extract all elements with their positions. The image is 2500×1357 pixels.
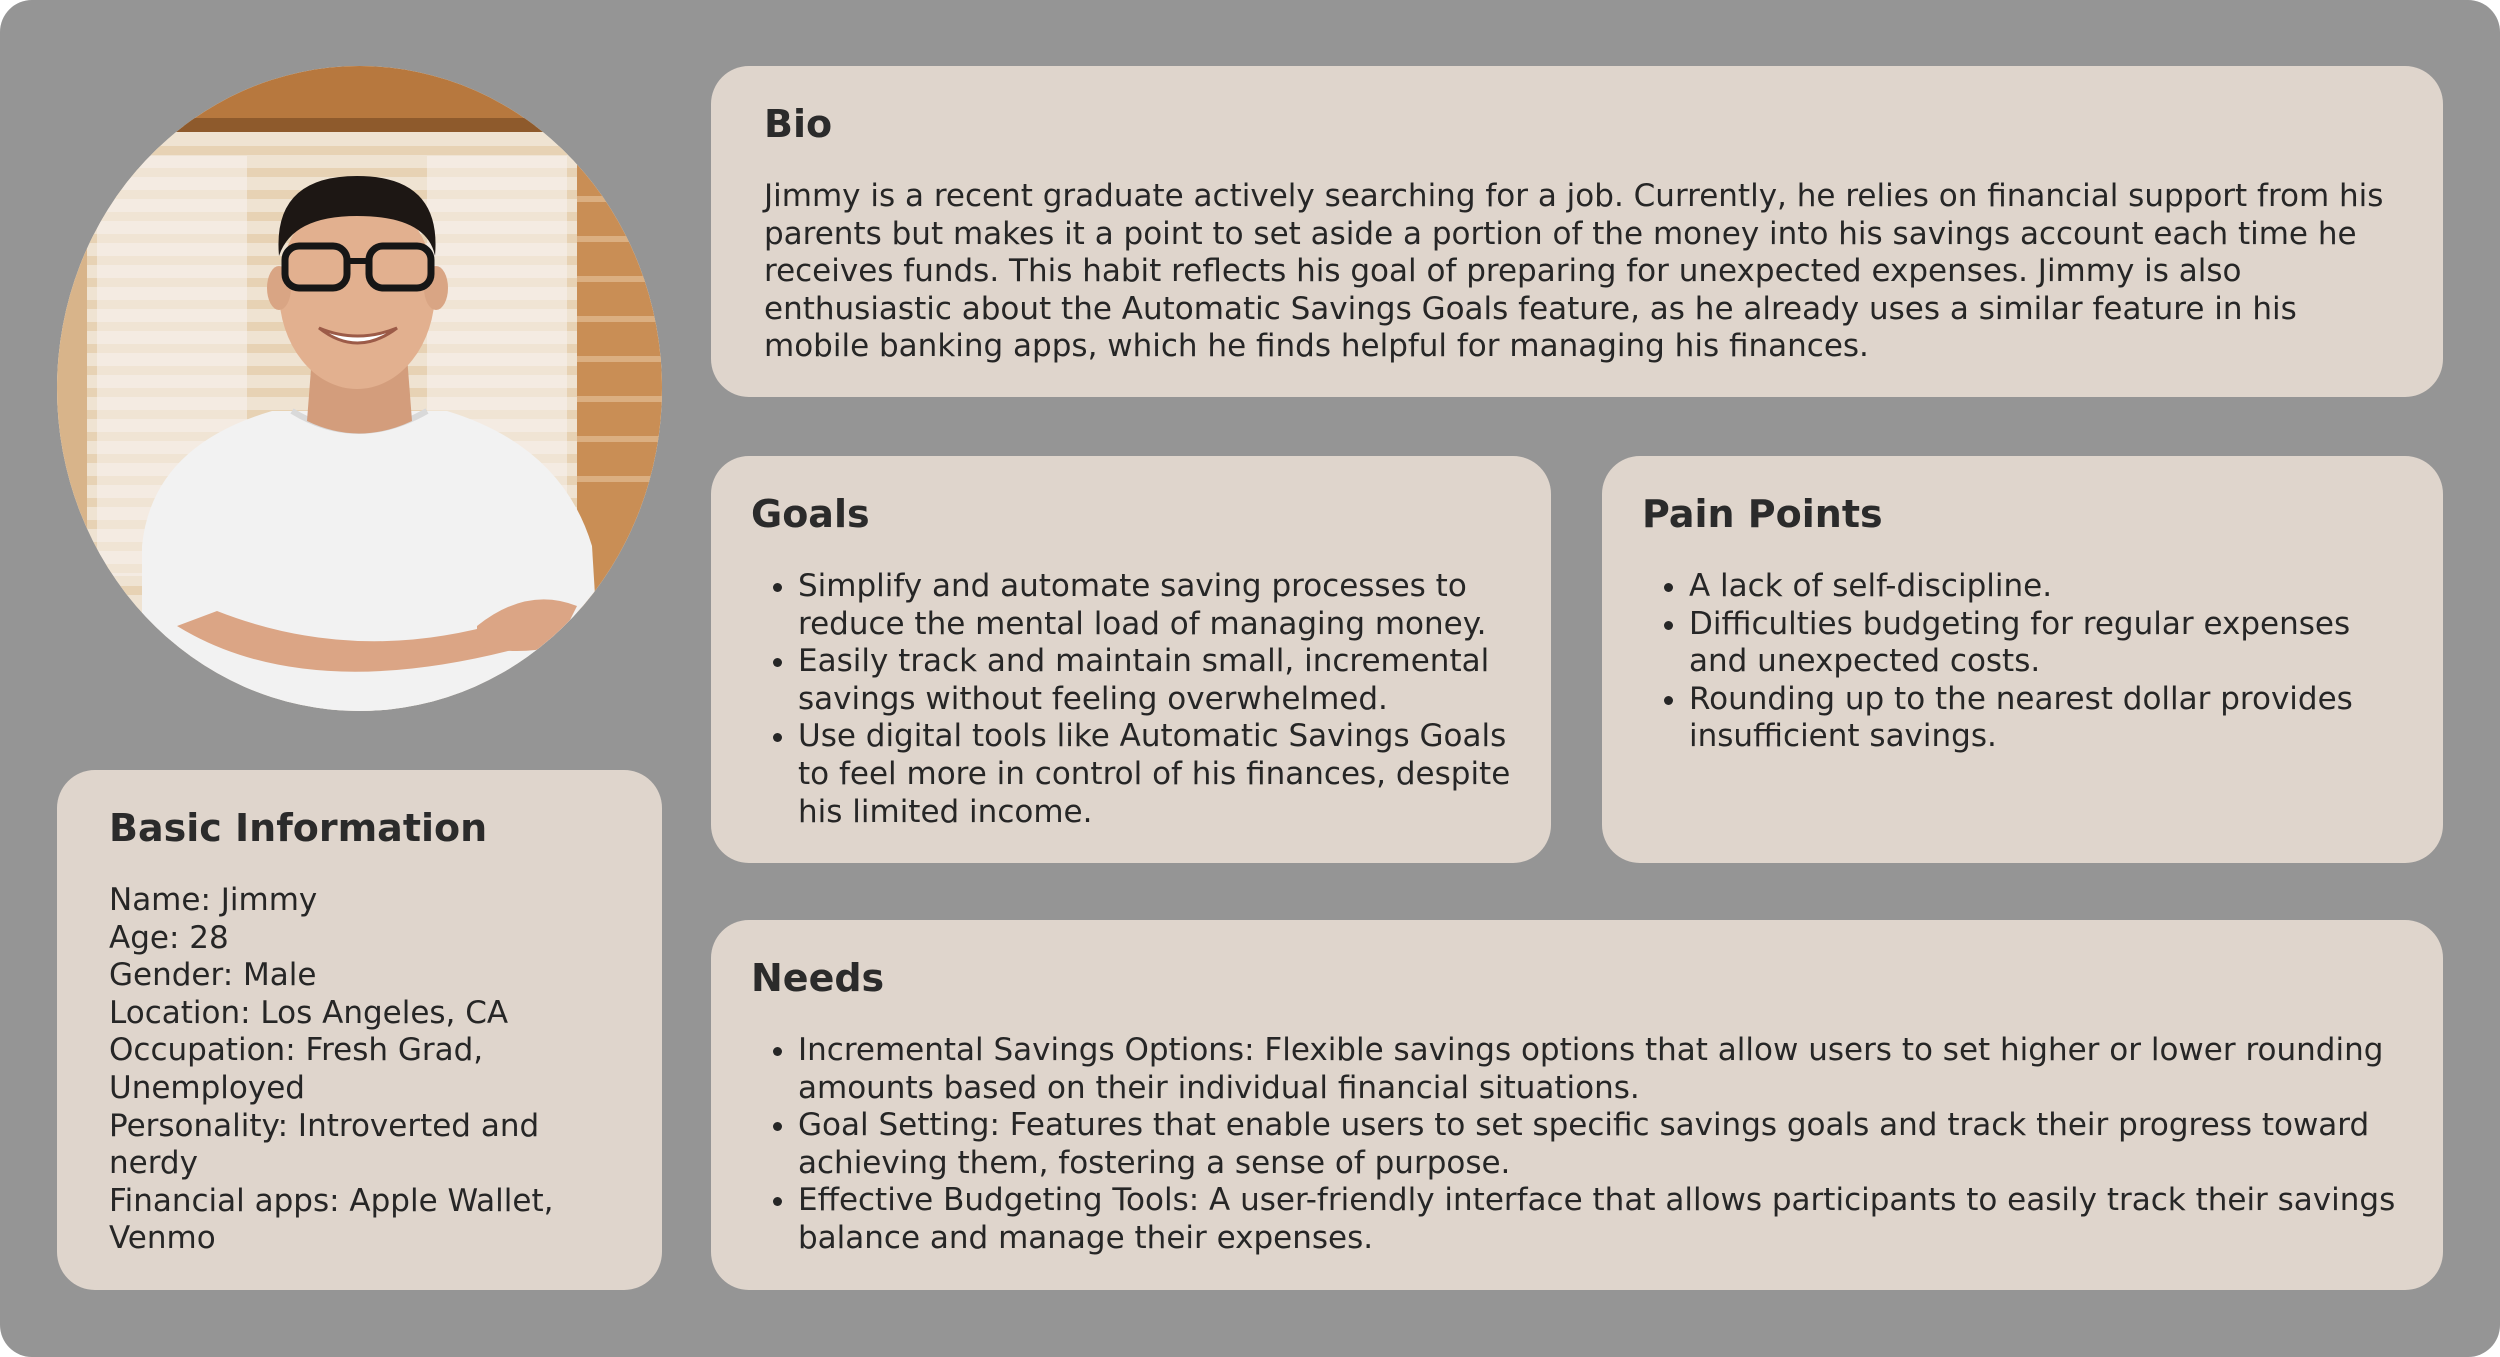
basic-info-line: Gender: Male (109, 957, 317, 994)
basic-info-line: Occupation: Fresh Grad, (109, 1032, 484, 1069)
pain-points-title: Pain Points (1642, 492, 1883, 536)
basic-information-title: Basic Information (109, 806, 488, 850)
bio-card (711, 66, 2443, 397)
basic-info-line: Financial apps: Apple Wallet, (109, 1182, 554, 1219)
basic-information-list (109, 882, 610, 1258)
goal-item: • Simplify and automate saving processes to reduce the mental load of managing money. (798, 568, 1511, 643)
basic-info-line: Unemployed (109, 1069, 305, 1106)
pain-points-list (1642, 568, 2403, 756)
basic-info-line: Personality: Introverted and (109, 1107, 540, 1144)
goal-item: • Easily track and maintain small, incremental savings without feeling overwhelmed. (798, 643, 1511, 718)
goals-card (711, 456, 1551, 863)
need-item: • Effective Budgeting Tools: A user-friendly interface that allows participants to easily track their savings balance and manage their expenses. (798, 1182, 2403, 1257)
basic-info-line: Age: 28 (109, 919, 229, 956)
need-item: • Incremental Savings Options: Flexible savings options that allow users to set higher or lower rounding amounts based on their individual financial situations. (798, 1032, 2403, 1107)
needs-title: Needs (751, 956, 885, 1000)
pain-point-item: • Rounding up to the nearest dollar provides insufficient savings. (1689, 681, 2403, 756)
pain-point-item: • Difficulties budgeting for regular expenses and unexpected costs. (1689, 606, 2403, 681)
goals-list (751, 568, 1511, 831)
goal-item: • Use digital tools like Automatic Savings Goals to feel more in control of his finances, despite his limited income. (798, 718, 1511, 831)
basic-info-line: Name: Jimmy (109, 882, 318, 918)
bio-text: Jimmy is a recent graduate actively searching for a job. Currently, he relies on financial support from his parents but makes it a point to set aside a portion of the money into his savings account each time he receives funds. This habit reflects his goal of preparing for unexpected expenses. Jimmy is also enthusiastic about the Automatic Savings Goals feature, as he already uses a similar feature in his mobile banking apps, which he finds helpful for managing his finances. (764, 178, 2384, 365)
person-photo-icon (57, 66, 662, 711)
need-item: • Goal Setting: Features that enable users to set specific savings goals and track their progress toward achieving them, fostering a sense of purpose. (798, 1107, 2403, 1182)
basic-info-line: Venmo (109, 1220, 216, 1257)
goals-title: Goals (751, 492, 870, 536)
basic-information-card (57, 770, 662, 1290)
basic-info-line: Location: Los Angeles, CA (109, 994, 509, 1031)
bio-title: Bio (764, 102, 833, 146)
needs-card (711, 920, 2443, 1290)
basic-info-line: nerdy (109, 1145, 198, 1182)
pain-points-card (1602, 456, 2443, 863)
needs-list (751, 1032, 2403, 1258)
pain-point-item: • A lack of self-discipline. (1689, 568, 2403, 606)
profile-photo (57, 66, 662, 711)
